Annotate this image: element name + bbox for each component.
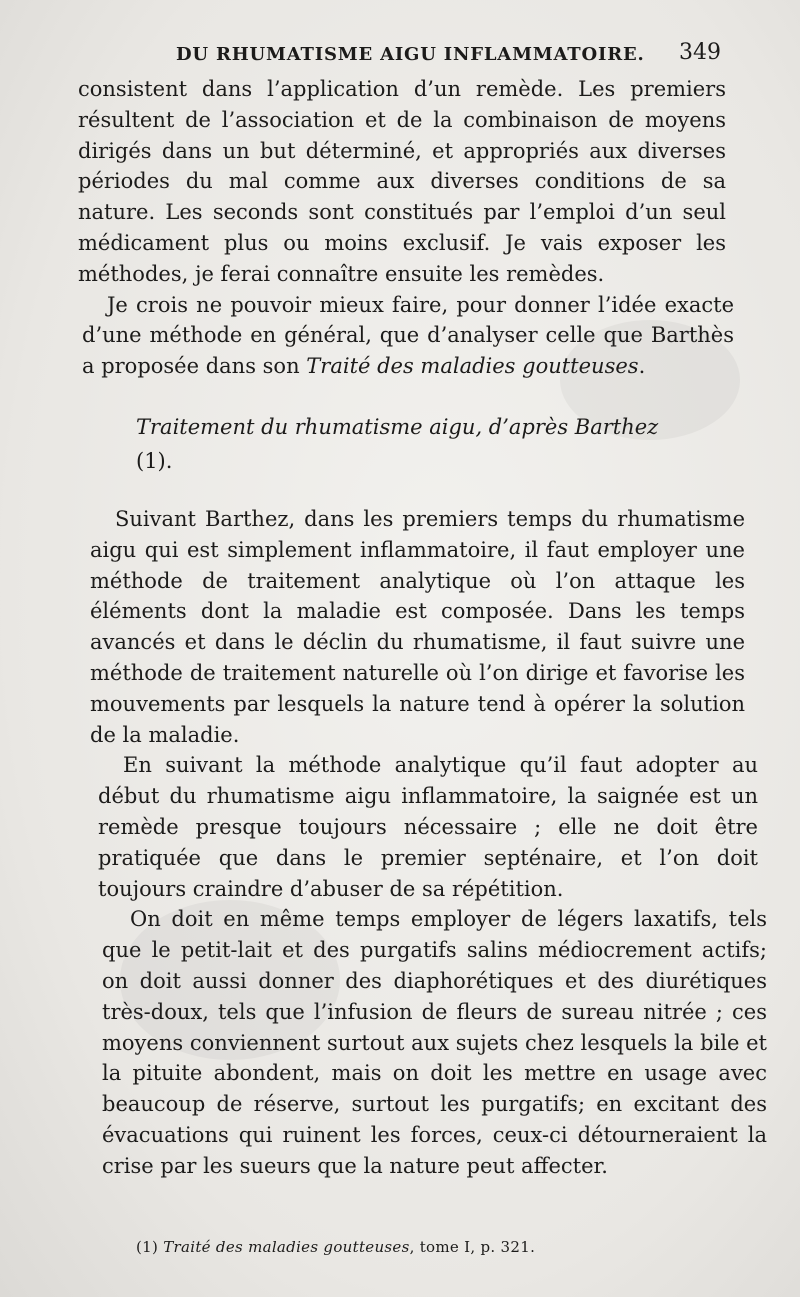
footnote-reference: (1) — [136, 448, 166, 473]
paragraph-1: consistent dans l’application d’un remède. Les premiers résultent de l’association et de la combinaison de moyens dirigés dans un but déterminé, et appropriés aux diverses périodes du mal comme aux diverses conditions de sa nature. Les seconds sont constitués par l’emploi d’un seul médicament plus ou moins exclusif. Je vais exposer les méthodes, je ferai connaître ensuite les remèdes. — [78, 77, 726, 286]
section-heading-end: . — [165, 448, 173, 473]
body-text — [0, 74, 800, 1182]
paragraph-4: En suivant la méthode analytique qu’il faut adopter au début du rhumatisme aigu inflammatoire, la saignée est un remède presque toujours nécessaire ; elle ne doit être pratiquée que dans le premier septénaire, et l’on doit toujours craindre d’abuser de sa répétition. — [98, 753, 758, 901]
footnote-rest: , tome I, p. 321. — [409, 1238, 536, 1256]
section-heading-text: Traitement du rhumatisme aigu, d’après Barthez — [136, 414, 659, 439]
footnote-marker: (1) — [136, 1238, 159, 1256]
paragraph-5: On doit en même temps employer de légers laxatifs, tels que le petit-lait et des purgatifs salins médiocrement actifs; on doit aussi donner des diaphorétiques et des diurétiques très-doux, tels que l’infusion de fleurs de sureau nitrée ; ces moyens conviennent surtout aux sujets chez lesquels la bile et la pituite abondent, mais on doit les mettre en usage avec beaucoup de réserve, surtout les purgatifs; en excitant des évacuations qui ruinent les forces, ceux-ci détourneraient la crise par les sueurs que la nature peut affecter. — [102, 907, 767, 1178]
paragraph-2-book-title: Traité des maladies goutteuses — [306, 354, 639, 379]
section-heading — [136, 410, 696, 478]
running-head — [176, 38, 721, 72]
footnote-book-title: Traité des maladies goutteuses — [163, 1238, 410, 1256]
footnote — [136, 1238, 535, 1256]
paragraph-3: Suivant Barthez, dans les premiers temps du rhumatisme aigu qui est simplement inflammatoire, il faut employer une méthode de traitement analytique où l’on attaque les éléments dont la maladie est composée. Dans les temps avancés et dans le déclin du rhumatisme, il faut suivre une méthode de traitement naturelle où l’on dirige et favorise les mouvements par lesquels la nature tend à opérer la solution de la maladie. — [90, 506, 745, 747]
paragraph-2-end: . — [638, 354, 646, 379]
running-title: DU RHUMATISME AIGU INFLAMMATOIRE. — [176, 44, 645, 65]
paragraph-2 — [82, 290, 734, 382]
paragraph-2-start: Je crois ne pouvoir mieux faire, pour donner l’idée exacte d’une méthode en général, que d’analyser celle que Barthès a proposée dans son — [82, 292, 734, 379]
page-number: 349 — [679, 40, 721, 65]
